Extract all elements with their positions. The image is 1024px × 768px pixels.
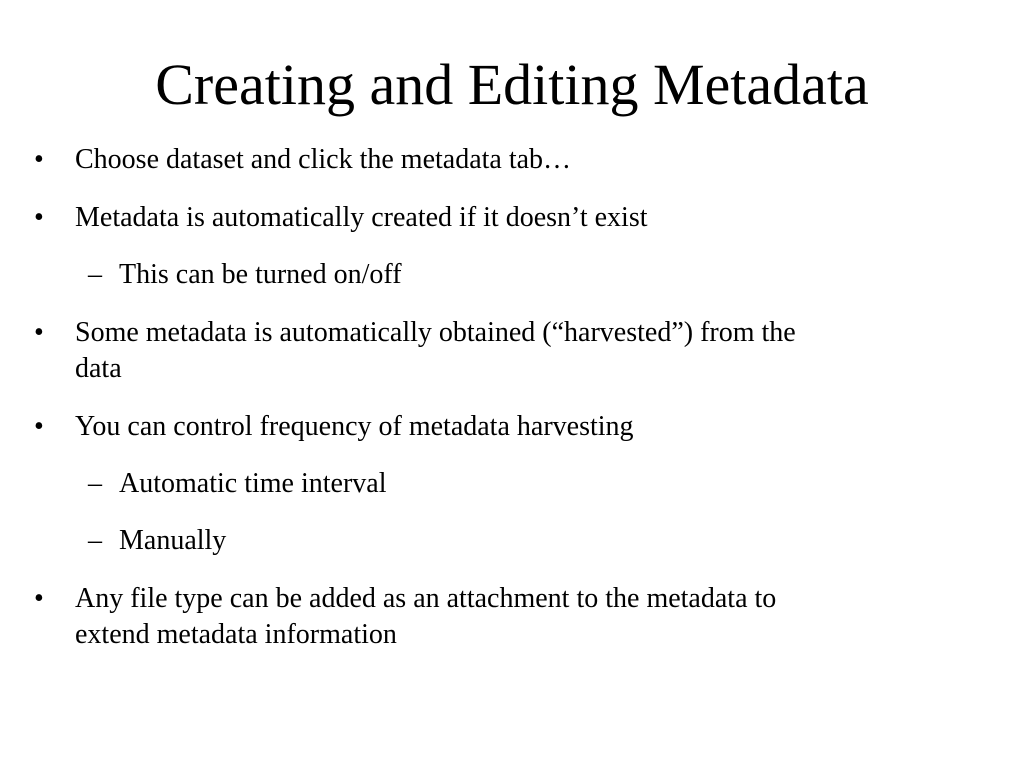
sub-item-manually: Manually [119, 525, 227, 556]
sub-item-automatic-interval: Automatic time interval [119, 468, 387, 499]
bullet-marker: • [34, 583, 44, 614]
bullet-item-attachment-line-1: Any file type can be added as an attachment to the metadata to [75, 583, 777, 614]
bullet-item-control-frequency: You can control frequency of metadata harvesting [75, 411, 634, 442]
bullet-item-choose-dataset: Choose dataset and click the metadata tab… [75, 144, 572, 175]
bullet-item-harvested-line-2: data [75, 353, 122, 384]
sub-bullet-marker: – [88, 259, 102, 290]
bullet-item-auto-created: Metadata is automatically created if it doesn’t exist [75, 202, 648, 233]
bullet-item-harvested-line-1: Some metadata is automatically obtained (“harvested”) from the [75, 317, 796, 348]
bullet-marker: • [34, 144, 44, 175]
slide-title: Creating and Editing Metadata [155, 52, 869, 117]
bullet-marker: • [34, 202, 44, 233]
bullet-marker: • [34, 411, 44, 442]
sub-bullet-marker: – [88, 468, 102, 499]
sub-bullet-marker: – [88, 525, 102, 556]
bullet-marker: • [34, 317, 44, 348]
bullet-item-attachment-line-2: extend metadata information [75, 619, 397, 650]
sub-item-turned-on-off: This can be turned on/off [119, 259, 402, 290]
